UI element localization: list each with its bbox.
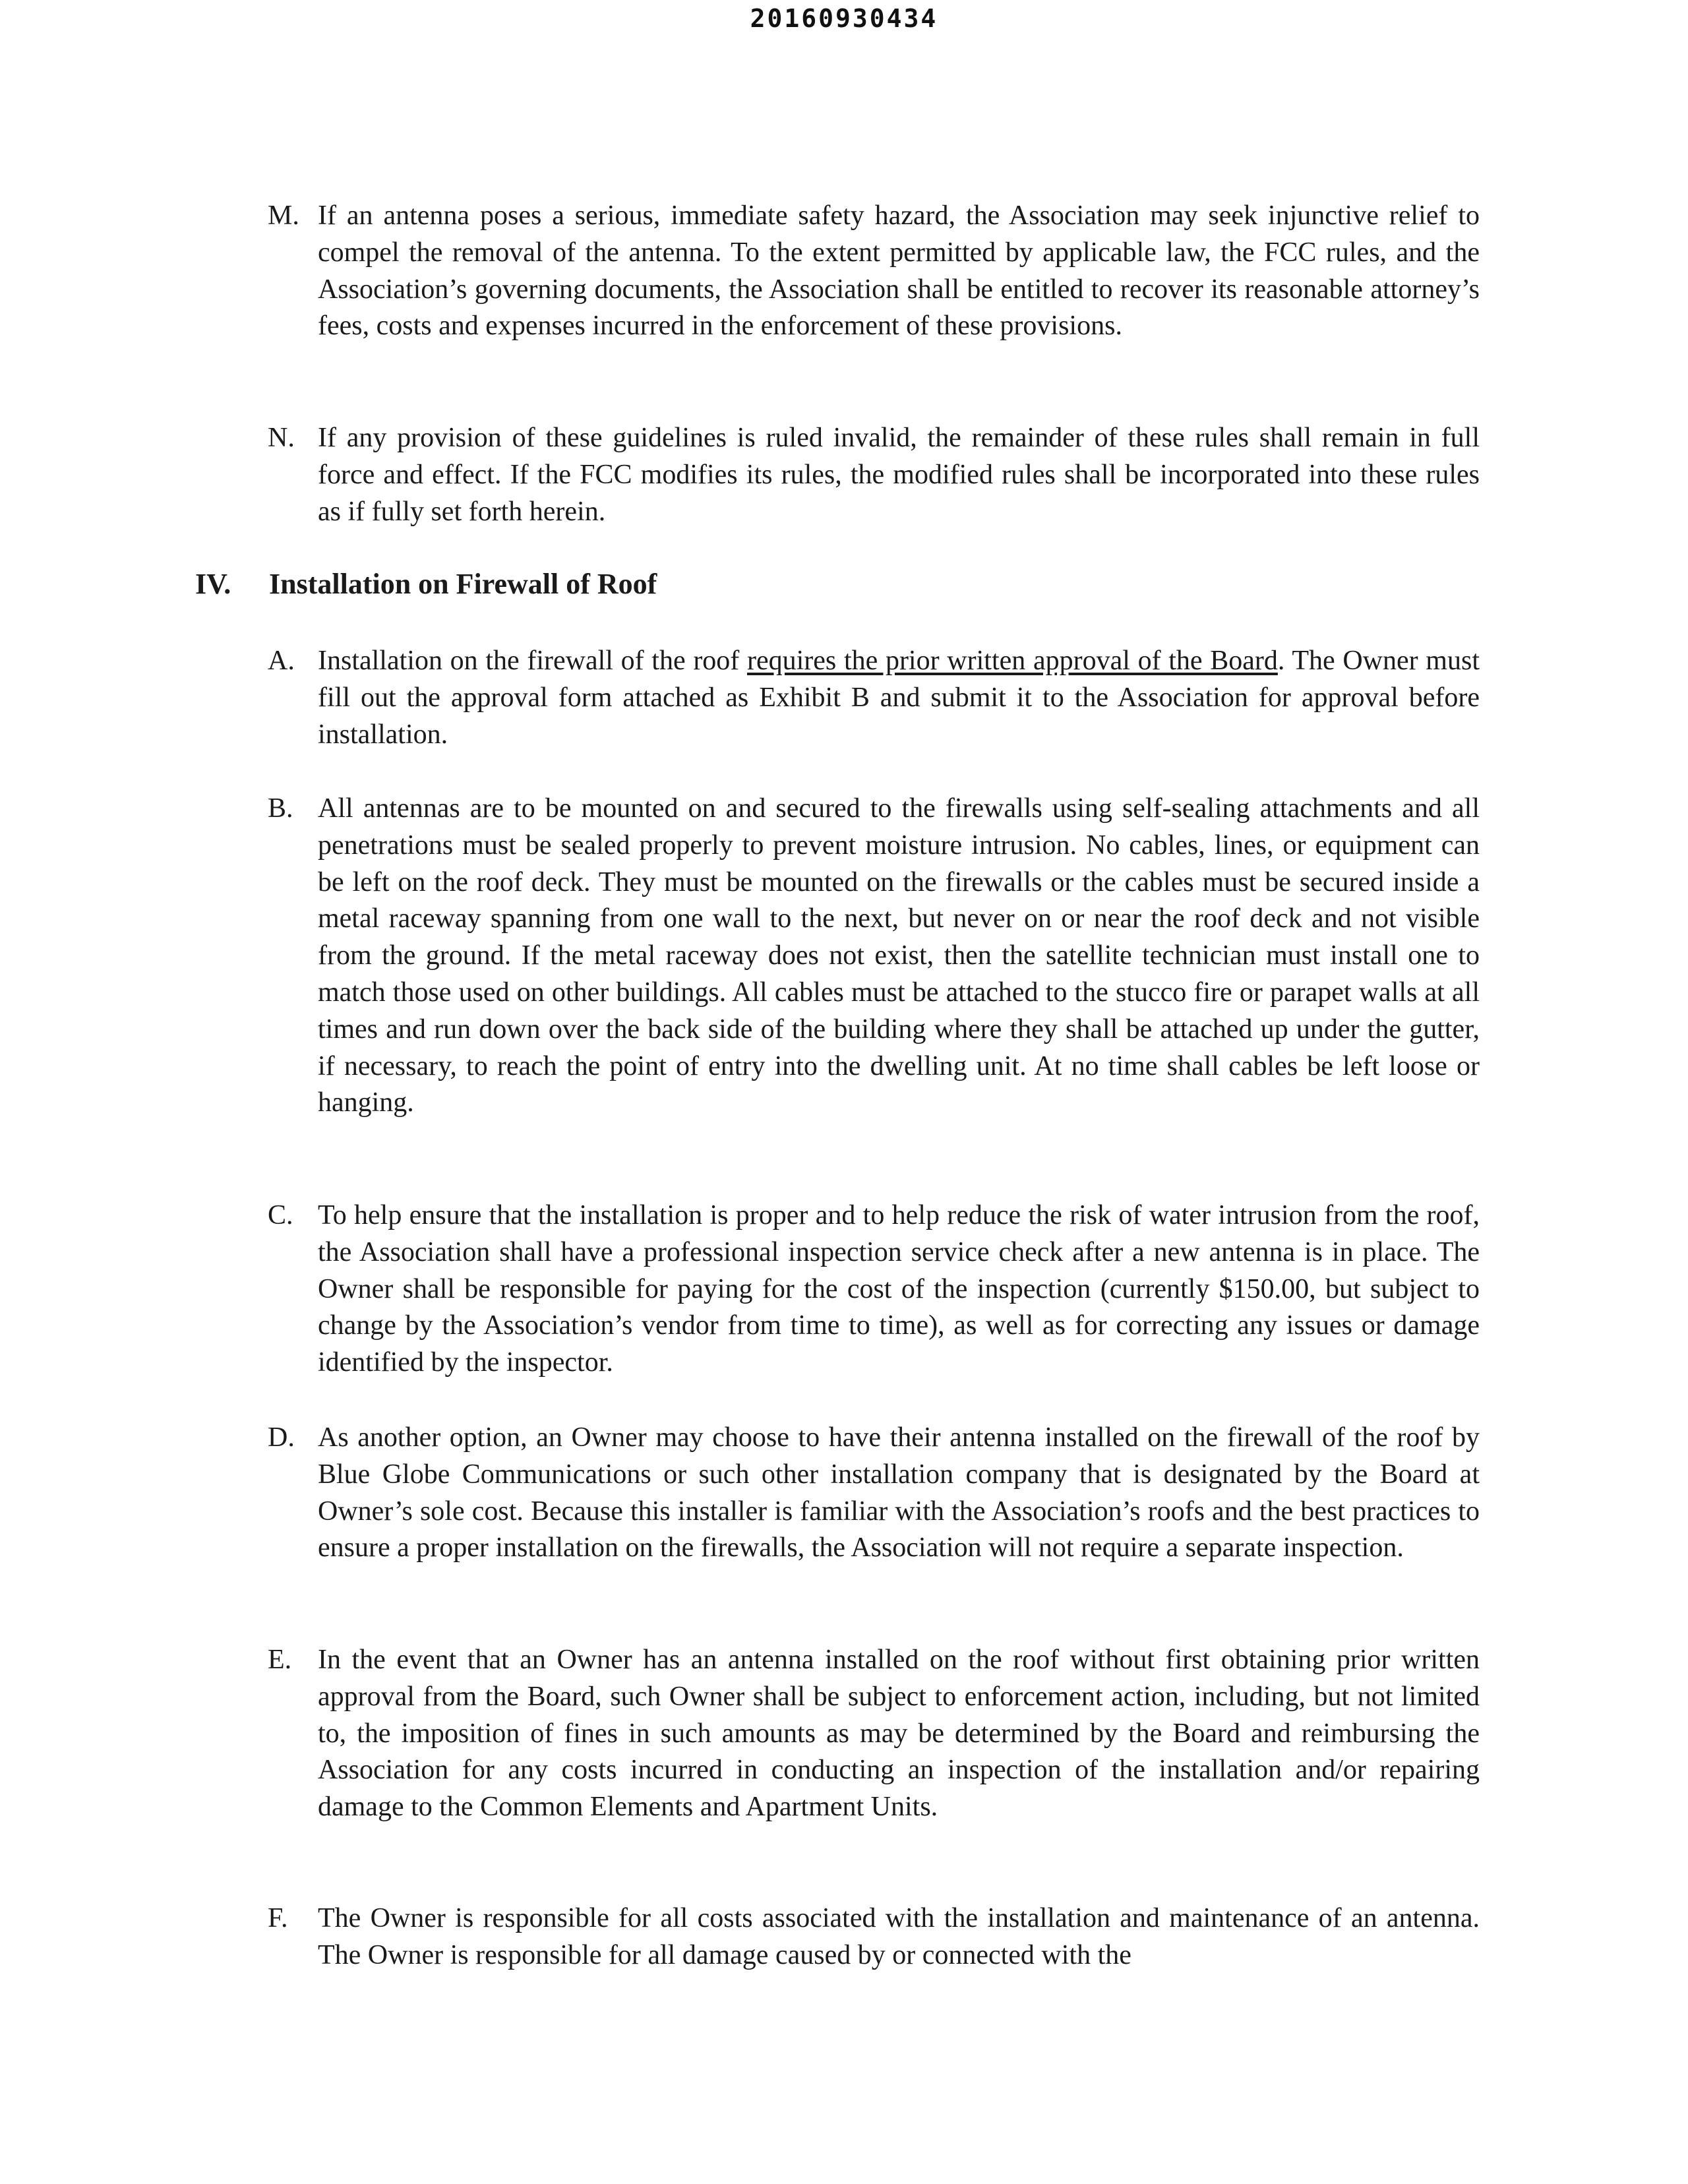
- section-number: IV.: [195, 568, 231, 600]
- paragraph-a: [268, 643, 1480, 753]
- paragraph-m: [268, 198, 1480, 345]
- paragraph-d: [268, 1420, 1480, 1567]
- paragraph-n: [268, 420, 1480, 530]
- document-number: 20160930434: [750, 4, 938, 33]
- paragraph-f: [268, 1900, 1480, 1974]
- underlined-requirement: requires the prior written approval of the Board: [746, 646, 1278, 676]
- paragraph-letter: F.: [268, 1903, 288, 1933]
- paragraph-letter: N.: [268, 423, 295, 453]
- paragraph-text: All antennas are to be mounted on and secured to the firewalls using self-sealing attachments and all penetrations must be sealed properly to prevent moisture intrusion. No cables, lines, or equipment can be left on the roof deck. They must be mounted on the firewalls or the cables must be secured inside a metal raceway spanning from one wall to the next, but never on or near the roof deck and not visible from the ground. If the metal raceway does not exist, then the satellite technician must install one to match those used on other buildings. All cables must be attached to the stucco fire or parapet walls at all times and run down over the back side of the building where they shall be attached up under the gutter, if necessary, to reach the point of entry into the dwelling unit. At no time shall cables be left loose or hanging.: [318, 793, 1480, 1118]
- paragraph-letter: E.: [268, 1645, 292, 1675]
- paragraph-letter: A.: [268, 646, 295, 676]
- paragraph-text: As another option, an Owner may choose to have their antenna installed on the firewall of the roof by Blue Globe Communications or such other installation company that is designated by the Board at Owner’s sole cost. Because this installer is familiar with the Association’s roofs and the best practices to ensure a proper installation on the firewalls, the Association will not require a separate inspection.: [318, 1422, 1480, 1563]
- paragraph-text: Installation on the firewall of the roof requires the prior written approval of the Board. The Owner must fill out the approval form attached as Exhibit B and submit it to the Association for approval before installation.: [318, 646, 1480, 750]
- paragraph-c: [268, 1198, 1480, 1381]
- paragraph-letter: D.: [268, 1422, 295, 1453]
- paragraph-text: If an antenna poses a serious, immediate safety hazard, the Association may seek injunctive relief to compel the removal of the antenna. To the extent permitted by applicable law, the FCC rules, and the Association’s governing documents, the Association shall be entitled to recover its reasonable attorney’s fees, costs and expenses incurred in the enforcement of these provisions.: [318, 200, 1480, 342]
- paragraph-text: In the event that an Owner has an antenna installed on the roof without first obtaining prior written approval from the Board, such Owner shall be subject to enforcement action, including, but not limited to, the imposition of fines in such amounts as may be determined by the Board and reimbursing the Association for any costs incurred in conducting an inspection of the installation and/or repairing damage to the Common Elements and Apartment Units.: [318, 1645, 1480, 1823]
- paragraph-b: [268, 791, 1480, 1122]
- paragraph-e: [268, 1642, 1480, 1826]
- paragraph-letter: M.: [268, 200, 299, 231]
- paragraph-letter: C.: [268, 1200, 293, 1230]
- paragraph-letter: B.: [268, 793, 293, 824]
- paragraph-text: The Owner is responsible for all costs associated with the installation and maintenance of an antenna. The Owner is responsible for all damage caused by or connected with the: [318, 1903, 1480, 1970]
- section-heading: [195, 564, 657, 604]
- section-title: Installation on Firewall of Roof: [269, 568, 657, 600]
- paragraph-text: If any provision of these guidelines is ruled invalid, the remainder of these rules shall remain in full force and effect. If the FCC modifies its rules, the modified rules shall be incorporated into these rules as if fully set forth herein.: [318, 423, 1480, 527]
- paragraph-text: To help ensure that the installation is proper and to help reduce the risk of water intrusion from the roof, the Association shall have a professional inspection service check after a new antenna is in place. The Owner shall be responsible for paying for the cost of the inspection (currently $150.00, but subject to change by the Association’s vendor from time to time), as well as for correcting any issues or damage identified by the inspector.: [318, 1200, 1480, 1378]
